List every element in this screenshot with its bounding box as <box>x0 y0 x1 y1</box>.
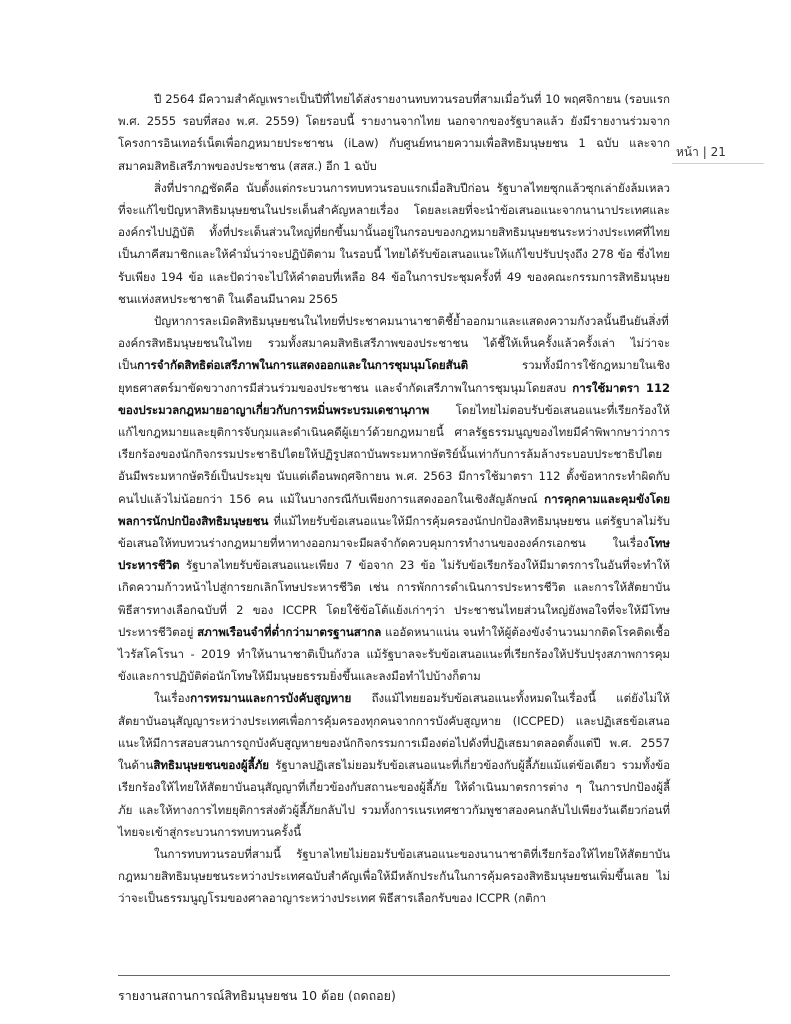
bold-text-run: การจำกัดสิทธิต่อเสรีภาพในการแสดงออกและในการชุมนุมโดยสันติ <box>137 358 469 373</box>
footer-title: รายงานสถานการณ์สิทธิมนุษยชน 10 ด้อย (ถดถอย) <box>118 988 396 1003</box>
paragraph <box>118 687 670 842</box>
text-run: รัฐบาลปฏิเสธไม่ยอมรับข้อเสนอแนะที่เกี่ยวข้องกับผู้ลี้ภัยแม้แต่ข้อเดียว รวมทั้งข้อเรียกร้องให้ไทยให้สัตยาบันอนุสัญญาที่เกี่ยวข้องกับสถานะของผู้ลี้ภัย ให้ดำเนินมาตรการต่าง ๆ ในการปกป้องผู้ลี้ภัย และให้ทางการไทยยุติการส่งตัวผู้ลี้ภัยกลับไป รวมทั้งการเนรเทศชาวกัมพูชาสองคนกลับไปเพียงวันเดียวก่อนที่ไทยจะเข้าสู่กระบวนการทบทวนครั้งนี้ <box>118 758 670 839</box>
document-body <box>118 88 670 910</box>
bold-text-run: การใช้มาตรา 112 ของประมวลกฎหมายอาญาเกี่ยวกับการหมิ่นพระบรมเดชานุภาพ <box>118 380 670 417</box>
text-run: รวมทั้งมีการใช้กฎหมายในเชิงยุทธศาสตร์มาขัดขวางการมีส่วนร่วมของประชาชน และจำกัดเสรีภาพในการชุมนุมโดยสงบ <box>118 358 670 395</box>
text-run: ที่แม้ไทยรับข้อเสนอแนะให้มีการคุ้มครองนักปกป้องสิทธิมนุษยชน แต่รัฐบาลไม่รับข้อเสนอให้ทบทวนร่างกฎหมายที่หาทางออกมาจะมีผลจำกัดควบคุมการทำงานขององค์กรเอกชน ในเรื่อง <box>118 513 670 551</box>
text-run: โดยไทยไม่ตอบรับข้อเสนอแนะที่เรียกร้องให้แก้ไขกฎหมายและยุติการจับกุมและดำเนินคดีผู้เยาว์ด้วยกฎหมายนี้ ศาลรัฐธรรมนูญของไทยมีคำพิพากษาว่าการเรียกร้องของนักกิจกรรมประชาธิปไตยให้ปฏิรูปสถาบันพระมหากษัตริย์นั้นเท่ากับการล้มล้างระบอบประชาธิปไตยอันมีพระมหากษัตริย์เป็นประมุข นับแต่เดือนพฤศจิกายน พ.ศ. 2563 มีการใช้มาตรา 112 ตั้งข้อหากระทำผิดกับคนไปแล้วไม่น้อยกว่า 156 คน แม้ในบางกรณีกับเพียงการแสดงออกในเชิงสัญลักษณ์ <box>118 402 670 506</box>
page-separator: | <box>702 145 707 159</box>
bold-text-run: โทษประหารชีวิต <box>118 536 670 573</box>
text-run: รัฐบาลไทยรับข้อเสนอแนะเพียง 7 ข้อจาก 23 ข้อ ไม่รับข้อเรียกร้องให้มีมาตรการในอันที่จะทำให้เกิดความก้าวหน้าไปสู่การยกเลิกโทษประหารชีวิต เช่น การพักการดำเนินการประหารชีวิต และการให้สัตยาบันพิธีสารทางเลือกฉบับที่ 2 ของ ICCPR โดยใช้ข้อโต้แย้งเก่าๆว่า ประชาชนไทยส่วนใหญ่ยังพอใจที่จะให้มีโทษประหารชีวิตอยู่ <box>118 558 670 639</box>
page-number: 21 <box>710 145 726 159</box>
text-run: ปี 2564 มีความสำคัญเพราะเป็นปีที่ไทยได้ส่งรายงานทบทวนรอบที่สามเมื่อวันที่ 10 พฤศจิกายน (รอบแรก พ.ศ. 2555 รอบที่สอง พ.ศ. 2559) โดยรอบนี้ รายงานจากไทย นอกจากของรัฐบาลแล้ว ยังมีรายงานร่วมจากโครงการอินเทอร์เน็ตเพื่อกฎหมายประชาชน (iLaw) กับศูนย์ทนายความเพื่อสิทธิมนุษยชน 1 ฉบับ และจากสมาคมสิทธิเสรีภาพของประชาชน (สสส.) อีก 1 ฉบับ <box>118 92 670 173</box>
paragraph <box>118 177 670 310</box>
bold-text-run: สิทธิมนุษยชนของผู้ลี้ภัย <box>153 758 269 773</box>
text-run: แออัดหนาแน่น จนทำให้ผู้ต้องขังจำนวนมากติดโรคติดเชื้อไวรัสโคโรนา - 2019 ทำให้นานาชาติเป็นกังวล แม้รัฐบาลจะรับข้อเสนอแนะที่เรียกร้องให้ปรับปรุงสภาพการคุมขังและการปฏิบัติต่อนักโทษให้มีมนุษยธรรมยิ่งขึ้นและลงมือทำไปบ้างก็ตาม <box>118 624 670 684</box>
paragraph <box>118 310 670 687</box>
bold-text-run: การทรมานและการบังคับสูญหาย <box>190 691 352 706</box>
text-run: ในการทบทวนรอบที่สามนี้ รัฐบาลไทยไม่ยอมรับข้อเสนอแนะของนานาชาติที่เรียกร้องให้ไทยให้สัตยาบันกฎหมายสิทธิมนุษยชนระหว่างประเทศฉบับสำคัญเพื่อให้มีหลักประกันในการคุ้มครองสิทธิมนุษยชนเพิ่มขึ้นเลย ไม่ว่าจะเป็นธรรมนูญโรมของศาลอาญาระหว่างประเทศ พิธีสารเลือกรับของ ICCPR (กติกา <box>118 846 670 906</box>
footer-divider <box>118 975 670 976</box>
text-run: ในเรื่อง <box>154 691 191 706</box>
bold-text-run: การคุกคามและคุมขังโดยพลการนักปกป้องสิทธิมนุษยชน <box>118 491 670 528</box>
page-number-marker <box>676 143 726 162</box>
text-run: ถึงแม้ไทยยอมรับข้อเสนอแนะทั้งหมดในเรื่องนี้ แต่ยังไม่ให้สัตยาบันอนุสัญญาระหว่างประเทศเพื่อการคุ้มครองทุกคนจากการบังคับสูญหาย (ICCPED) และปฏิเสธข้อเสนอแนะให้มีการสอบสวนการถูกบังคับสูญหายของนักกิจกรรมการเมืองต่อไปดังที่ปฏิเสธมาตลอดตั้งแต่ปี พ.ศ. 2557 ในด้าน <box>118 691 670 773</box>
text-run: สิ่งที่ปรากฏชัดคือ นับตั้งแต่กระบวนการทบทวนรอบแรกเมื่อสิบปีก่อน รัฐบาลไทยซุกแล้วซุกเล่ายังล้มเหลวที่จะแก้ไขปัญหาสิทธิมนุษยชนในประเด็นสำคัญหลายเรื่อง โดยละเลยที่จะนำข้อเสนอแนะจากนานาประเทศและองค์กรไปปฏิบัติ ทั้งที่ประเด็นส่วนใหญ่ที่ยกขึ้นมานั้นอยู่ในกรอบของกฎหมายสิทธิมนุษยชนระหว่างประเทศที่ไทยเป็นภาคีสมาชิกและให้คำมั่นว่าจะปฏิบัติตาม ในรอบนี้ ไทยได้รับข้อเสนอแนะให้แก้ไขปรับปรุงถึง 278 ข้อ ซึ่งไทยรับเพียง 194 ข้อ และปัดว่าจะไปให้คำตอบที่เหลือ 84 ข้อในการประชุมครั้งที่ 49 ของคณะกรรมการสิทธิมนุษยชนแห่งสหประชาชาติ ในเดือนมีนาคม 2565 <box>118 180 670 306</box>
page-label: หน้า <box>676 145 699 159</box>
bold-text-run: สภาพเรือนจำที่ต่ำกว่ามาตรฐานสากล <box>197 624 382 639</box>
text-run: ปัญหาการละเมิดสิทธิมนุษยชนในไทยที่ประชาคมนานาชาติชี้ย้ำออกมาและแสดงความกังวลนั้นยืนยันสิ่งที่องค์กรสิทธิมนุษยชนในไทย รวมทั้งสมาคมสิทธิเสรีภาพของประชาชน ได้ชี้ให้เห็นครั้งแล้วครั้งเล่า ไม่ว่าจะเป็น <box>118 314 670 373</box>
paragraph <box>118 843 670 910</box>
paragraph <box>118 88 670 177</box>
page-marker-divider <box>672 163 764 164</box>
